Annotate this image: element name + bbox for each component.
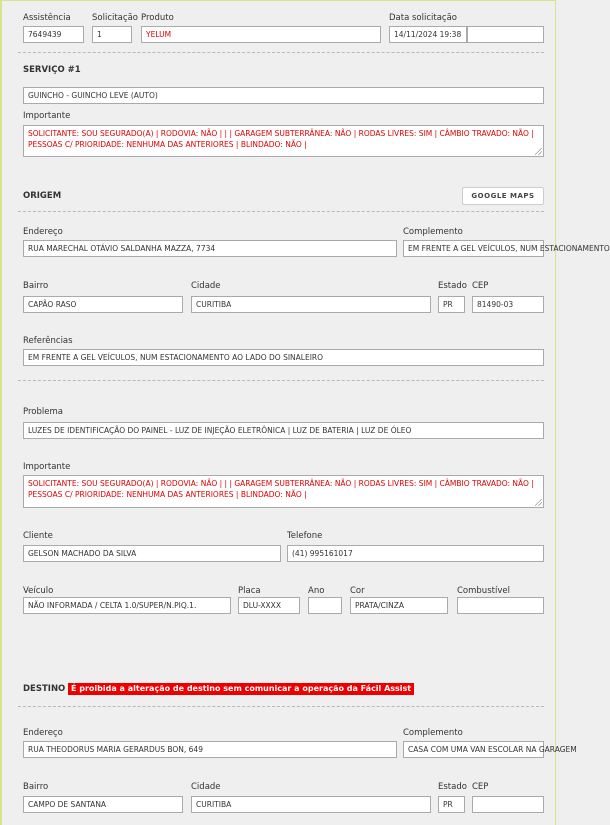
origem-cidade-field[interactable]: CURITIBA (191, 296, 431, 313)
origem-cidade-label: Cidade (191, 281, 221, 291)
destino-complemento-field[interactable]: CASA COM UMA VAN ESCOLAR NA GARAGEM (403, 741, 544, 758)
combustivel-field[interactable] (457, 597, 544, 614)
destino-cep-field[interactable] (472, 796, 544, 813)
resize-grip-icon[interactable] (535, 499, 542, 506)
ano-field[interactable] (308, 597, 342, 614)
resize-grip-icon[interactable] (535, 148, 542, 155)
telefone-label: Telefone (287, 531, 323, 541)
destino-endereco-label: Endereço (23, 728, 63, 738)
problema-importante-textarea[interactable] (23, 475, 544, 508)
origem-cep-field[interactable]: 81490-03 (472, 296, 544, 313)
origem-cep-label: CEP (472, 281, 489, 291)
origem-endereco-field[interactable]: RUA MARECHAL OTÁVIO SALDANHA MAZZA, 7734 (23, 240, 397, 257)
combustivel-label: Combustível (457, 586, 510, 596)
cor-field[interactable]: PRATA/CINZA (350, 597, 448, 614)
origem-complemento-label: Complemento (403, 227, 463, 237)
ano-label: Ano (308, 586, 325, 596)
origem-complemento-field[interactable]: EM FRENTE A GEL VEÍCULOS, NUM ESTACIONAMENTO (403, 240, 544, 257)
origem-estado-label: Estado (438, 281, 467, 291)
google-maps-button[interactable]: GOOGLE MAPS (462, 187, 544, 205)
origem-endereco-label: Endereço (23, 227, 63, 237)
hora-solicitacao-field[interactable] (467, 26, 544, 43)
cor-label: Cor (350, 586, 365, 596)
solicitacao-field[interactable]: 1 (92, 26, 132, 43)
destino-cidade-label: Cidade (191, 782, 221, 792)
cliente-field[interactable]: GELSON MACHADO DA SILVA (23, 545, 281, 562)
cliente-label: Cliente (23, 531, 53, 541)
divider (18, 52, 544, 53)
destino-estado-label: Estado (438, 782, 467, 792)
assistencia-label: Assistência (23, 13, 71, 23)
destino-endereco-field[interactable]: RUA THEODORUS MARIA GERARDUS BON, 649 (23, 741, 397, 758)
telefone-field[interactable]: (41) 995161017 (287, 545, 544, 562)
origem-referencias-label: Referências (23, 336, 73, 346)
origem-title: ORIGEM (23, 191, 62, 201)
problema-label: Problema (23, 407, 63, 417)
origem-bairro-field[interactable]: CAPÃO RASO (23, 296, 183, 313)
solicitacao-label: Solicitação (92, 13, 138, 23)
problema-importante-label: Importante (23, 462, 71, 472)
data-solicitacao-label: Data solicitação (389, 13, 458, 23)
destino-cidade-field[interactable]: CURITIBA (191, 796, 431, 813)
divider (18, 211, 544, 212)
origem-estado-field[interactable]: PR (438, 296, 465, 313)
destino-warning-badge: É proibida a alteração de destino sem comunicar a operação da Fácil Assist (68, 683, 414, 695)
assistencia-field[interactable]: 7649439 (23, 26, 84, 43)
destino-estado-field[interactable]: PR (438, 796, 465, 813)
produto-field[interactable]: YELUM (141, 26, 381, 43)
placa-field[interactable]: DLU-XXXX (238, 597, 300, 614)
veiculo-field[interactable]: NÃO INFORMADA / CELTA 1.0/SUPER/N.PIQ.1. (23, 597, 231, 614)
destino-title: DESTINO (23, 684, 66, 694)
origem-referencias-field[interactable]: EM FRENTE A GEL VEÍCULOS, NUM ESTACIONAMENTO AO LADO DO SINALEIRO (23, 349, 544, 366)
servico-importante-text: SOLICITANTE: SOU SEGURADO(A) | RODOVIA: NÃO | | | GARAGEM SUBTERRÂNEA: NÃO | RODAS LIVRES: SIM | CÂMBIO TRAVADO: NÃO | PESSOAS C/ PRIORIDADE: NENHUMA DAS ANTERIORES | BLINDADO: NÃO | (28, 129, 534, 149)
data-solicitacao-field[interactable]: 14/11/2024 19:38 (389, 26, 467, 43)
servico-importante-label: Importante (23, 111, 71, 121)
divider (18, 380, 544, 381)
veiculo-label: Veículo (23, 586, 54, 596)
servico-title: SERVIÇO #1 (23, 65, 81, 75)
placa-label: Placa (238, 586, 261, 596)
destino-complemento-label: Complemento (403, 728, 463, 738)
problema-field[interactable]: LUZES DE IDENTIFICAÇÃO DO PAINEL - LUZ DE INJEÇÃO ELETRÔNICA | LUZ DE BATERIA | LUZ DE ÓLEO (23, 422, 544, 439)
destino-bairro-label: Bairro (23, 782, 49, 792)
destino-cep-label: CEP (472, 782, 489, 792)
destino-bairro-field[interactable]: CAMPO DE SANTANA (23, 796, 183, 813)
origem-bairro-label: Bairro (23, 281, 49, 291)
problema-importante-text: SOLICITANTE: SOU SEGURADO(A) | RODOVIA: NÃO | | | GARAGEM SUBTERRÂNEA: NÃO | RODAS LIVRES: SIM | CÂMBIO TRAVADO: NÃO | PESSOAS C/ PRIORIDADE: NENHUMA DAS ANTERIORES | BLINDADO: NÃO | (28, 479, 534, 499)
produto-label: Produto (141, 13, 174, 23)
servico-importante-textarea[interactable] (23, 125, 544, 157)
divider (18, 706, 544, 707)
servico-field[interactable]: GUINCHO - GUINCHO LEVE (AUTO) (23, 87, 544, 104)
